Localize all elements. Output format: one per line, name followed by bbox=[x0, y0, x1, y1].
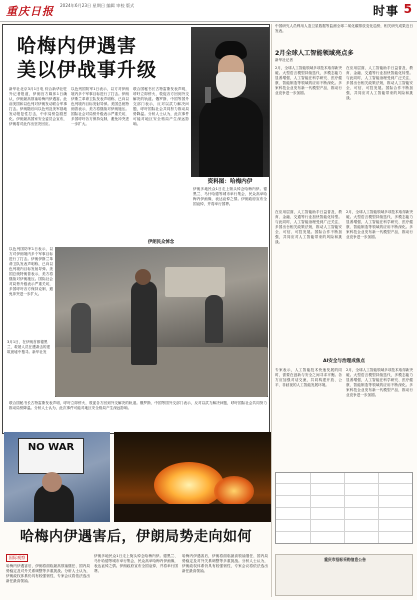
section-name: 时事 bbox=[372, 4, 399, 18]
headline-line-1: 哈梅内伊遇害 bbox=[17, 35, 138, 57]
article-column-6: 联合国秘书长古特雷斯发表声明，呼吁立即停火，敦促各方回到外交解决的轨道。俄罗斯、中国等国外交部门表示，反对以武力解决问题，呼吁国际社会共同努力推动局势降温。分析人士认为，此次事件可能对地区安全格局产生深远影响。 bbox=[9, 401, 267, 410]
fire-glow-2 bbox=[214, 476, 254, 506]
main-story-box bbox=[2, 24, 270, 434]
secondary-headline: 哈梅内伊遇害后，伊朗局势走向如何 bbox=[20, 529, 252, 545]
column-divider bbox=[271, 24, 272, 597]
newspaper-logo: 重庆日报 bbox=[6, 5, 54, 18]
right-column-2: 在应用层面，人工智能助手日益普及，教育、金融、交通等行业加快智能化转型。与此同时，人工智能治理受到广泛关注，多国出台相关政策法规，推动人工智能安全、可信、可控发展。国际合作不断加强，共同应对人工智能带来的风险和挑战。 bbox=[346, 66, 413, 100]
right-top-brief: 中国研究人员利用人造卫星数据等监测全球二氧化碳排放变化趋势，相关研究成果近日发表。 bbox=[275, 24, 413, 33]
protester-head bbox=[42, 472, 62, 492]
article-subhead: 伊朗民众悼念 bbox=[147, 240, 175, 245]
right-column-1: 2月，全球人工智能领域多项技术取得新突破。大型语言模型持续迭代，多模态能力显著增强，人工智能在科学研究、医疗健康、智能制造等领域的应用不断深化。多家科技企业发布新一代模型产品，推动行业竞争进一步加剧。 bbox=[275, 66, 342, 95]
microphone-shape bbox=[205, 87, 211, 103]
protest-sign: NO WAR bbox=[18, 438, 84, 474]
article-column-1: 新华社北京3月1日电 综合新华社驻外记者报道，伊朗官方媒体1日确认，伊朗最高领袖哈梅内伊遇害。此前美国和以色列对伊朗发动联合军事打击。伊朗随后向以色列及美军基地发动报复性打击，中东局势急剧恶化。伊朗最高国家安全委员会宣布，伊朗将对此作出坚决回应。 bbox=[9, 87, 67, 126]
bystander-figure bbox=[205, 295, 223, 343]
beard-shape bbox=[216, 72, 246, 98]
robe-shape bbox=[199, 97, 263, 177]
article-column-4: 伊朗多地民众1日走上街头悼念哈梅内伊。德黑兰、马什哈德等城市举行集会，民众高举哈梅内伊画像，表达哀悼之情。伊朗政府宣布全国哀悼，并将举行国葬。 bbox=[193, 187, 267, 206]
right-column-6: 2月，全球人工智能领域多项技术取得新突破。大型语言模型持续迭代，多模态能力显著增强，人工智能在科学研究、医疗健康、智能制造等领域的应用不断深化。多家科技企业发布新一代模型产品，推动行业竞争进一步加剧。 bbox=[346, 368, 413, 397]
debris-pile bbox=[165, 267, 225, 297]
street-silhouette bbox=[114, 504, 272, 522]
right-column-4: 2月，全球人工智能领域多项技术取得新突破。大型语言模型持续迭代，多模态能力显著增强，人工智能在科学研究、医疗健康、智能制造等领域的应用不断深化。多家科技企业发布新一代模型产品，推动行业竞争进一步加剧。 bbox=[346, 210, 413, 239]
page-number: 5 bbox=[403, 2, 412, 16]
headline-line-2: 美以伊战事升级 bbox=[17, 59, 158, 81]
notice-ad bbox=[275, 554, 413, 596]
article-column-3: 联合国秘书长古特雷斯发表声明，呼吁立即停火，敦促各方回到外交解决的轨道。俄罗斯、中国等国外交部门表示，反对以武力解决问题，呼吁国际社会共同努力推动局势降温。分析人士认为，此次事件可能对地区安全格局产生深远影响。 bbox=[133, 87, 189, 126]
rubble-photo bbox=[55, 247, 268, 397]
right-subhead: AI安全与治理成焦点 bbox=[322, 359, 365, 364]
table-col-rule bbox=[344, 473, 345, 543]
man-figure bbox=[131, 281, 157, 365]
right-column-3: 在应用层面，人工智能助手日益普及，教育、金融、交通等行业加快智能化转型。与此同时，人工智能治理受到广泛关注，多国出台相关政策法规，推动人工智能安全、可信、可控发展。国际合作不断加强，共同应对人工智能带来的风险和挑战。 bbox=[275, 210, 342, 244]
man-head bbox=[135, 269, 151, 285]
notice-ad-title: 重庆市招标采购信息公告 bbox=[324, 557, 366, 562]
analysis-tag: 国际观察 bbox=[6, 554, 28, 562]
portrait-photo bbox=[191, 27, 269, 177]
photo-caption: 3月1日，在伊朗首都德黑兰，救援人员在遭袭击的建筑废墟中搜寻。新华社发 bbox=[7, 340, 51, 354]
left-block bbox=[2, 24, 270, 597]
data-table bbox=[275, 472, 413, 544]
protest-photo bbox=[4, 432, 110, 522]
main-headline bbox=[17, 34, 207, 82]
table-col-rule bbox=[310, 473, 311, 543]
secondary-column-2: 伊朗多地民众1日走上街头悼念哈梅内伊。德黑兰、马什哈德等城市举行集会，民众高举哈梅内伊画像，表达哀悼之情。伊朗政府宣布全国哀悼，并将举行国葬。 bbox=[94, 554, 178, 573]
secondary-column-1: 哈梅内伊遇害后，伊朗将面临最高领袖继任、国内局势稳定及对外关系调整等多重挑战。分析人士认为，伊朗政权体系仍具有较强韧性，专家会议将依法选出新任最高领袖。 bbox=[6, 564, 90, 583]
portrait-caption: 资料图：哈梅内伊 bbox=[207, 179, 253, 185]
right-byline: 新华社记者 bbox=[275, 58, 293, 62]
right-column-5: 专家表示，人工智能技术快速发展的同时，需要在创新与安全之间寻求平衡。各方应加强对话交流，共同构建开放、公平、非歧视的人工智能发展环境。 bbox=[275, 368, 342, 387]
article-column-5: 以色列国防军1日表示，以方对伊朗境内多个军事目标进行了打击。伊朗伊斯兰革命卫队发表声明称，已向以色列境内目标发射导弹。美国总统特朗普表示，美方将继续对伊朗施压。国际社会对局势升级表示严重关切，多国呼吁各方保持克制，避免冲突进一步扩大。 bbox=[9, 247, 53, 296]
right-headline: 2月全球人工智能领域亮点多 bbox=[275, 50, 354, 57]
explosion-photo bbox=[114, 432, 272, 522]
article-column-2: 以色列国防军1日表示，以方对伊朗境内多个军事目标进行了打击。伊朗伊斯兰革命卫队发表声明称，已向以色列境内目标发射导弹。美国总统特朗普表示，美方将继续对伊朗施压。国际社会对局势升级表示严重关切，多国呼吁各方保持克制，避免冲突进一步扩大。 bbox=[71, 87, 129, 126]
debris-ground bbox=[55, 347, 268, 397]
fire-glow bbox=[154, 462, 224, 508]
date-line: 2024年6月23日 星期日 编辑 审校 版式 bbox=[60, 3, 135, 8]
rescuer-figure bbox=[71, 303, 91, 353]
secondary-column-3: 哈梅内伊遇害后，伊朗将面临最高领袖继任、国内局势稳定及对外关系调整等多重挑战。分析人士认为，伊朗政权体系仍具有较强韧性，专家会议将依法选出新任最高领袖。 bbox=[182, 554, 268, 573]
table-col-rule bbox=[378, 473, 379, 543]
masthead bbox=[0, 0, 417, 22]
right-column bbox=[273, 24, 415, 597]
